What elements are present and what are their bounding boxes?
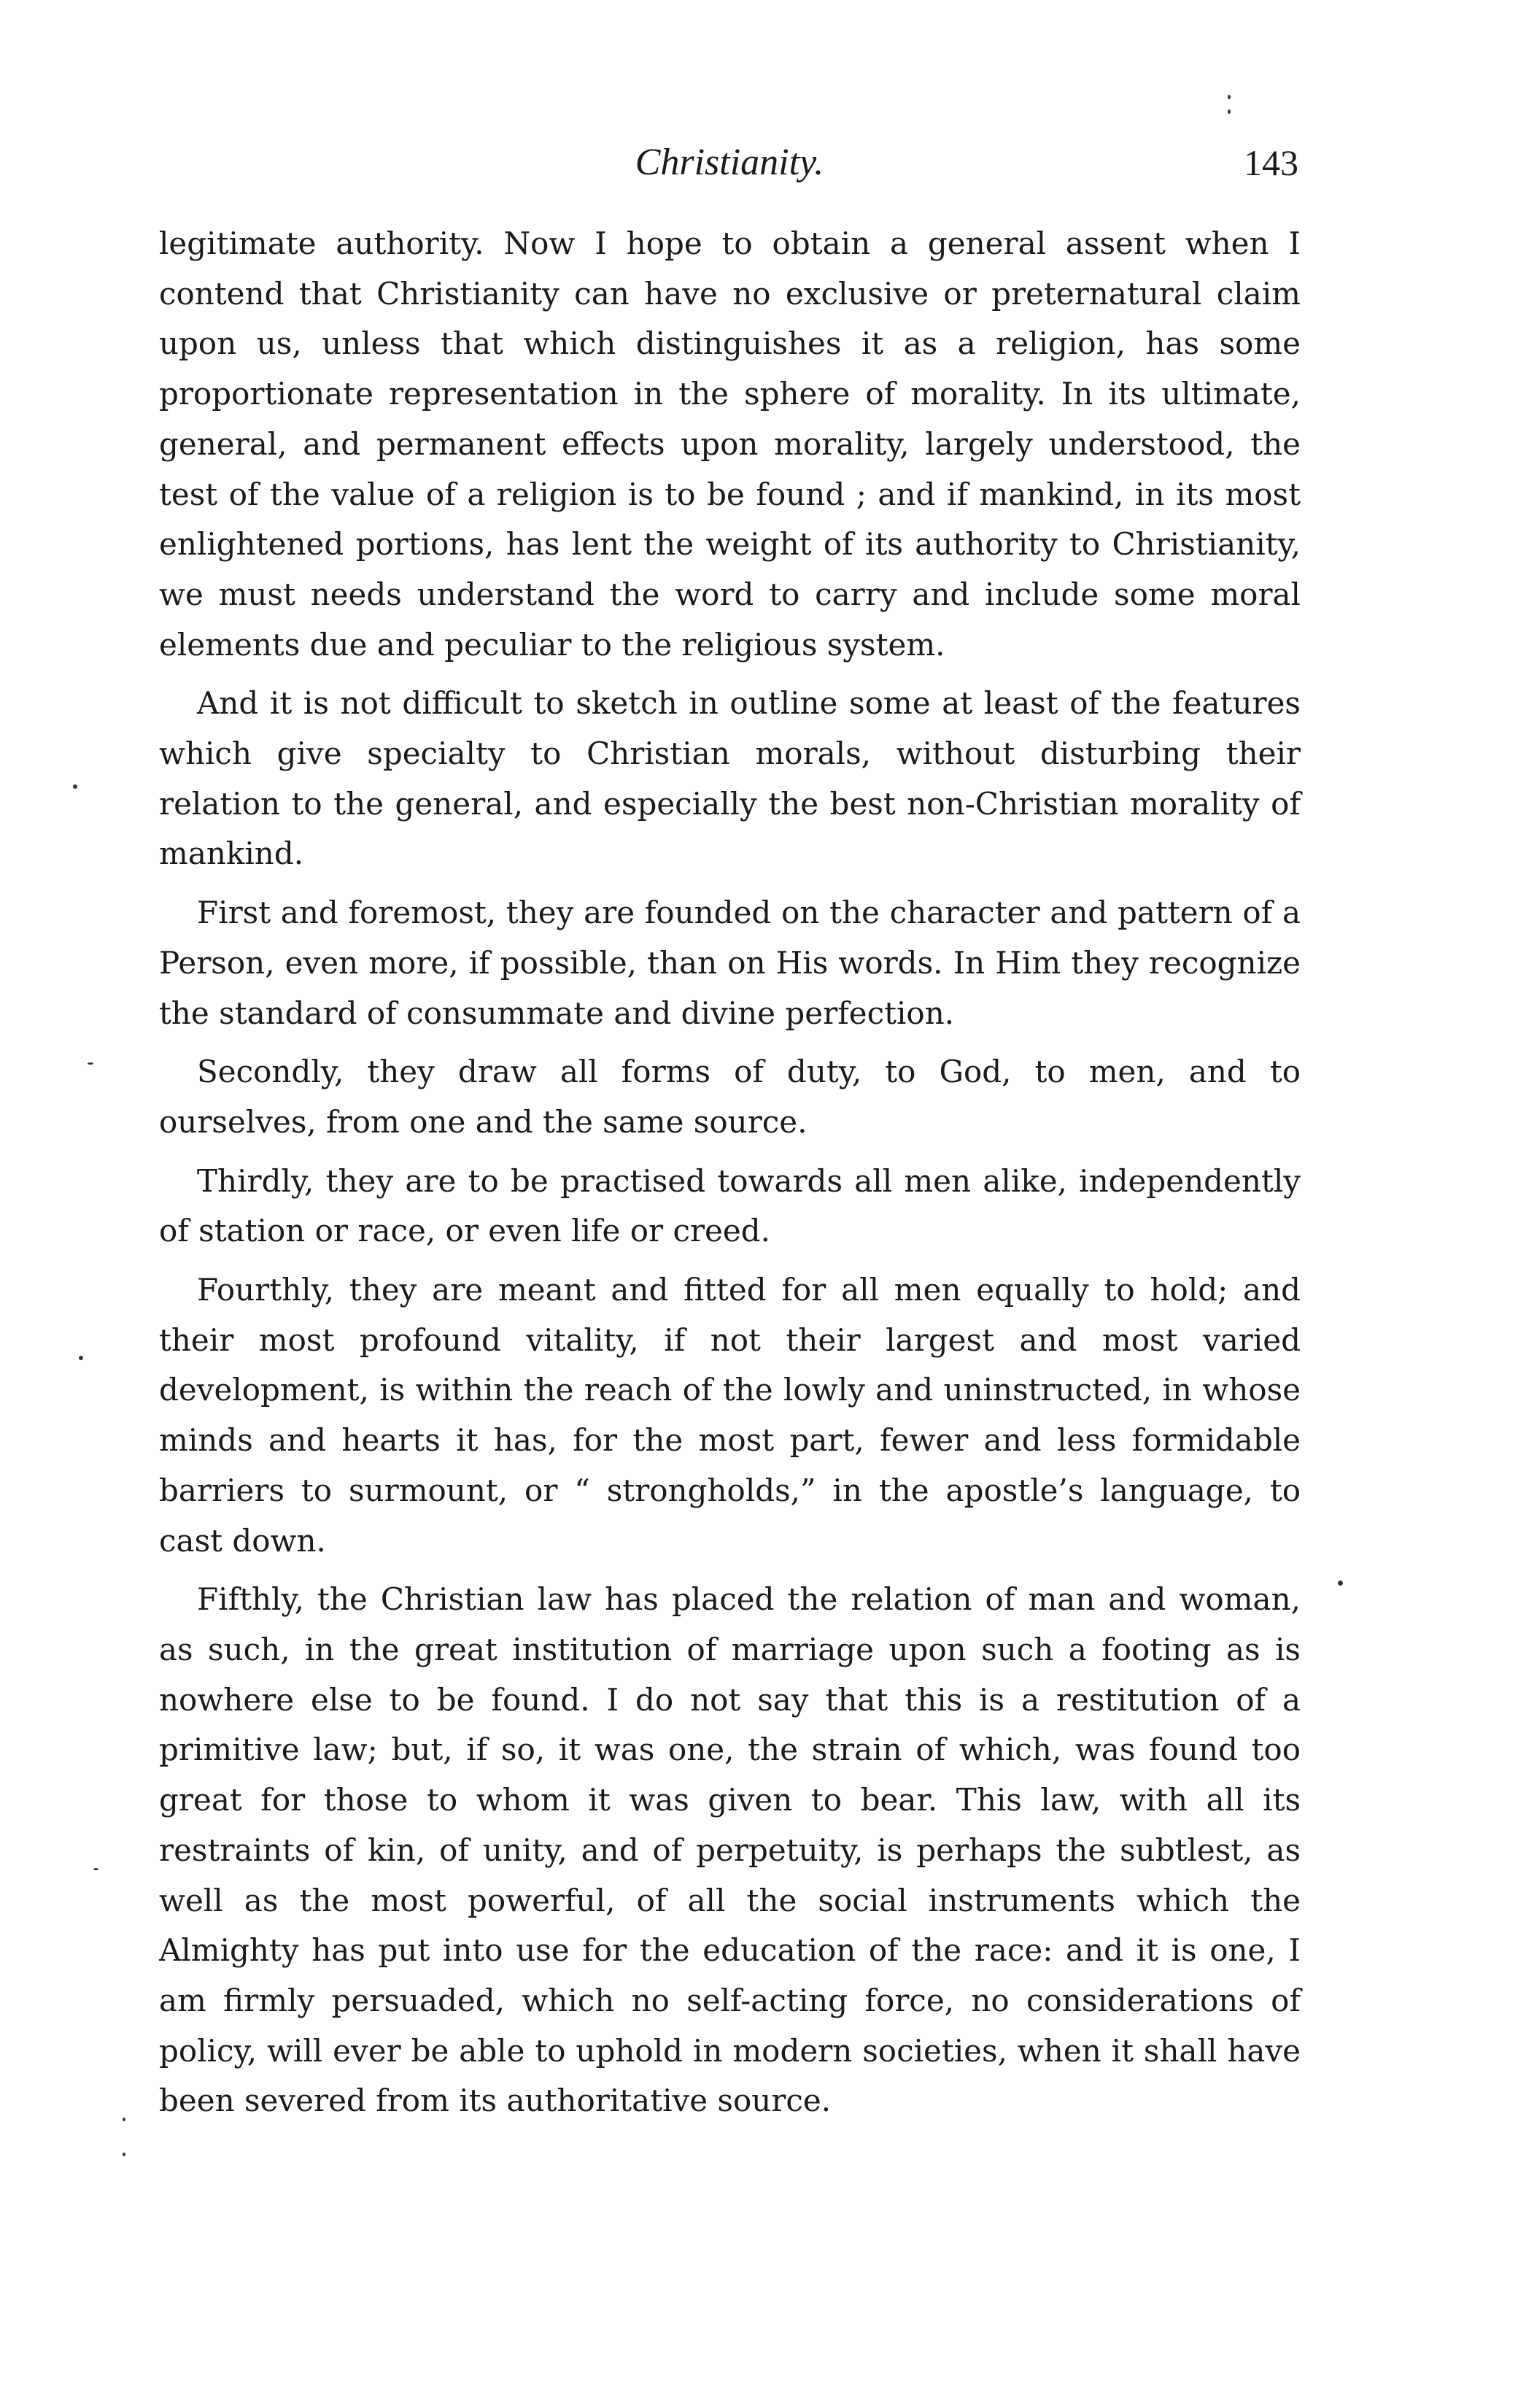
paragraph: Thirdly, they are to be practised towards all men alike, independently of station or race, or even life or creed. [159,1162,1301,1249]
scan-speck [1228,109,1231,114]
scan-speck [88,1062,93,1065]
body-text [159,219,1301,2135]
paragraph: Fourthly, they are meant and fitted for all men equally to hold; and their most profound vitality, if not their largest and most varied development, is within the reach of the lowly and uninstructed, in whose minds and hearts it has, for the most part, fewer and less formidable barriers to surmount, or “ strongholds,” in the apostle’s language, to cast down. [159,1272,1301,1559]
scan-speck [93,1868,98,1870]
page-number: 143 [1244,142,1298,183]
running-head [160,137,1298,188]
paragraph: And it is not difficult to sketch in outline some at least of the features which give specialty to Christian morals, without disturbing their relation to the general, and especially the best non-Christian morality of mankind. [159,685,1301,872]
paragraph: legitimate authority. Now I hope to obtain a general assent when I contend that Christianity can have no exclusive or preternatural claim upon us, unless that which distinguishes it as a religion, has some proportionate representation in the sphere of morality. In its ultimate, general, and permanent effects upon morality, largely understood, the test of the value of a religion is to be found ; and if mankind, in its most enlightened portions, has lent the weight of its authority to Christianity, we must needs understand the word to carry and include some moral elements due and peculiar to the religious system. [159,225,1301,663]
scan-speck [1338,1581,1343,1586]
paragraph: Fifthly, the Christian law has placed the relation of man and woman, as such, in the great institution of marriage upon such a footing as is nowhere else to be found. I do not say that this is a restitution of a primitive law; but, if so, it was one, the strain of which, was found too great for those to whom it was given to bear. This law, with all its restraints of kin, of unity, and of perpetuity, is perhaps the subtlest, as well as the most powerful, of all the social instruments which the Almighty has put into use for the education of the race: and it is one, I am firmly persuaded, which no self-acting force, no considerations of policy, will ever be able to uphold in modern societies, when it shall have been severed from its authoritative source. [159,1581,1301,2119]
paragraph: First and foremost, they are founded on the character and pattern of a Person, even more, if possible, than on His words. In Him they recognize the standard of consummate and divine perfection. [159,895,1301,1031]
scan-speck [73,784,77,789]
scan-speck [79,1356,83,1360]
scan-speck [123,2153,125,2156]
scan-speck [123,2118,125,2121]
paragraph: Secondly, they draw all forms of duty, to God, to men, and to ourselves, from one and the same source. [159,1054,1301,1140]
scan-speck [1228,95,1231,99]
running-title: Christianity. [635,142,824,183]
